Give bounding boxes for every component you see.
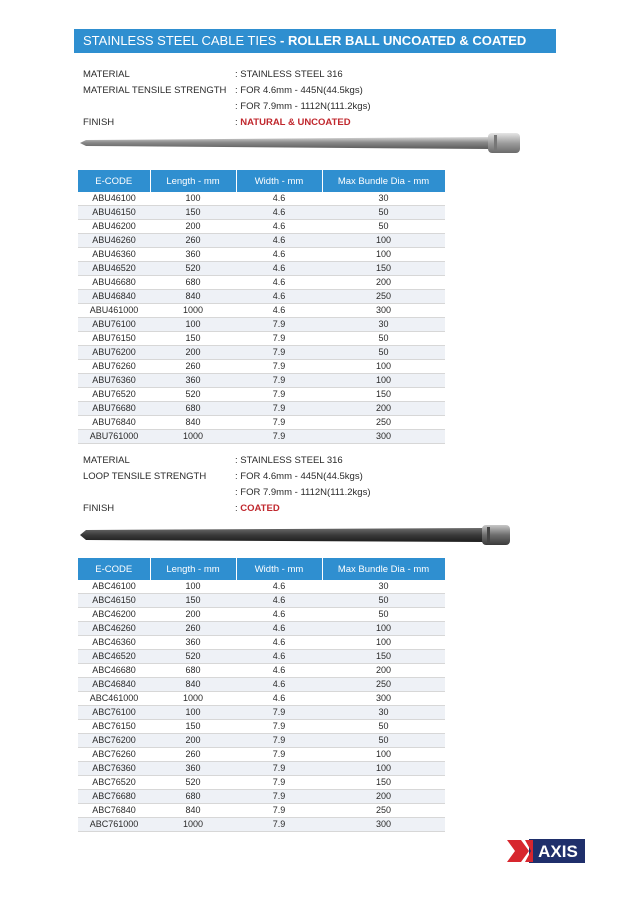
table-cell: 200 [150, 734, 236, 748]
table-cell: ABU46260 [78, 234, 150, 248]
table-row [78, 692, 445, 706]
table-cell: ABC76840 [78, 804, 150, 818]
table-row [78, 776, 445, 790]
table-cell: 7.9 [236, 734, 322, 748]
table-cell: 150 [322, 388, 445, 402]
table-cell: ABU46200 [78, 220, 150, 234]
table-cell: 300 [322, 692, 445, 706]
table-cell: ABC76150 [78, 720, 150, 734]
table-cell: ABC76100 [78, 706, 150, 720]
table-cell: 7.9 [236, 818, 322, 832]
table-cell: ABU76840 [78, 416, 150, 430]
table-cell: 200 [150, 346, 236, 360]
column-header: E-CODE [78, 558, 150, 580]
table-cell: 7.9 [236, 332, 322, 346]
table-row [78, 276, 445, 290]
table-cell: ABU46680 [78, 276, 150, 290]
spec-key: LOOP TENSILE STRENGTH [83, 471, 207, 482]
table-cell: ABC46840 [78, 678, 150, 692]
table-row [78, 664, 445, 678]
table-cell: 4.6 [236, 262, 322, 276]
spec-row [83, 67, 371, 83]
table-cell: 7.9 [236, 346, 322, 360]
table-cell: 520 [150, 650, 236, 664]
table-cell: 100 [322, 248, 445, 262]
table-cell: 7.9 [236, 430, 322, 444]
table-cell: ABU76360 [78, 374, 150, 388]
table-cell: ABC761000 [78, 818, 150, 832]
table-cell: 4.6 [236, 234, 322, 248]
table-row [78, 720, 445, 734]
table-cell: 50 [322, 734, 445, 748]
table-cell: 360 [150, 248, 236, 262]
title-bold: - ROLLER BALL UNCOATED & COATED [276, 33, 527, 48]
table-cell: 250 [322, 290, 445, 304]
table-row [78, 374, 445, 388]
column-header: Width - mm [236, 170, 322, 192]
table-cell: ABU76200 [78, 346, 150, 360]
table-row [78, 346, 445, 360]
table-cell: 150 [322, 262, 445, 276]
table-row [78, 262, 445, 276]
table-cell: 520 [150, 388, 236, 402]
table-cell: 100 [150, 318, 236, 332]
table-cell: 30 [322, 318, 445, 332]
table-cell: 4.6 [236, 580, 322, 594]
table-cell: 100 [322, 622, 445, 636]
table-cell: 100 [322, 374, 445, 388]
table-cell: 100 [150, 706, 236, 720]
table-cell: 840 [150, 678, 236, 692]
table-cell: 150 [150, 594, 236, 608]
table-cell: 4.6 [236, 678, 322, 692]
table-cell: 7.9 [236, 318, 322, 332]
table-row [78, 622, 445, 636]
table-cell: 7.9 [236, 762, 322, 776]
table-cell: ABC76520 [78, 776, 150, 790]
table-cell: 7.9 [236, 388, 322, 402]
table-cell: ABU46150 [78, 206, 150, 220]
table-row [78, 360, 445, 374]
table-row [78, 206, 445, 220]
spec-row [83, 453, 371, 469]
table-cell: 7.9 [236, 790, 322, 804]
finish-colon: : [235, 117, 241, 128]
table-cell: 4.6 [236, 594, 322, 608]
table-cell: 30 [322, 192, 445, 206]
table-cell: 7.9 [236, 360, 322, 374]
table-cell: 150 [322, 650, 445, 664]
table-cell: ABC46150 [78, 594, 150, 608]
table-row [78, 608, 445, 622]
table-cell: ABC46200 [78, 608, 150, 622]
table-cell: 680 [150, 790, 236, 804]
spec-row-finish [83, 501, 371, 517]
table-cell: 7.9 [236, 804, 322, 818]
table-cell: 200 [150, 608, 236, 622]
table-header-row [78, 170, 445, 192]
table-row [78, 748, 445, 762]
table-cell: ABU76260 [78, 360, 150, 374]
page-title-banner [74, 29, 556, 53]
table-cell: 260 [150, 360, 236, 374]
table-cell: 4.6 [236, 220, 322, 234]
uncoated-table [78, 170, 446, 444]
table-cell: ABU761000 [78, 430, 150, 444]
finish-colon: : [235, 503, 241, 514]
spec-value: : STAINLESS STEEL 316 [235, 69, 343, 80]
table-cell: 1000 [150, 304, 236, 318]
table-cell: ABC76200 [78, 734, 150, 748]
table-cell: 200 [322, 664, 445, 678]
table-row [78, 818, 445, 832]
column-header: Max Bundle Dia - mm [322, 170, 445, 192]
table-cell: 300 [322, 430, 445, 444]
table-cell: 4.6 [236, 248, 322, 262]
column-header: Width - mm [236, 558, 322, 580]
spec-key: MATERIAL [83, 69, 130, 80]
table-cell: 100 [322, 234, 445, 248]
table-cell: 4.6 [236, 664, 322, 678]
axis-arrow-icon [507, 838, 585, 864]
table-cell: 680 [150, 402, 236, 416]
table-cell: 250 [322, 678, 445, 692]
table-cell: 840 [150, 290, 236, 304]
table-row [78, 678, 445, 692]
table-cell: 7.9 [236, 402, 322, 416]
table-row [78, 636, 445, 650]
table-cell: 100 [322, 762, 445, 776]
table-row [78, 388, 445, 402]
spec-key: FINISH [83, 117, 115, 128]
table-cell: ABU46520 [78, 262, 150, 276]
spec-value: : FOR 7.9mm - 1112N(111.2kgs) [235, 487, 371, 498]
table-cell: ABU46100 [78, 192, 150, 206]
table-cell: 840 [150, 804, 236, 818]
table-cell: ABU76680 [78, 402, 150, 416]
table-cell: 200 [322, 402, 445, 416]
table-cell: 520 [150, 262, 236, 276]
table-cell: 4.6 [236, 650, 322, 664]
table-cell: 30 [322, 706, 445, 720]
table-cell: ABC76680 [78, 790, 150, 804]
table-cell: 840 [150, 416, 236, 430]
finish-value: COATED [240, 503, 280, 514]
title-plain: STAINLESS STEEL CABLE TIES [83, 33, 277, 48]
table-cell: 4.6 [236, 622, 322, 636]
table-cell: 4.6 [236, 304, 322, 318]
table-row [78, 234, 445, 248]
spec-key [83, 485, 235, 501]
table-row [78, 804, 445, 818]
table-row [78, 416, 445, 430]
table-cell: ABC76260 [78, 748, 150, 762]
table-row [78, 220, 445, 234]
table-cell: 7.9 [236, 748, 322, 762]
table-cell: ABC46360 [78, 636, 150, 650]
table-cell: 4.6 [236, 206, 322, 220]
table-row [78, 734, 445, 748]
spec-row [83, 469, 371, 485]
column-header: Length - mm [150, 170, 236, 192]
logo-text: AXIS [538, 842, 578, 861]
spec-value: : FOR 4.6mm - 445N(44.5kgs) [235, 85, 363, 96]
table-row [78, 192, 445, 206]
table-cell: ABC461000 [78, 692, 150, 706]
table-cell: 7.9 [236, 706, 322, 720]
table-cell: 30 [322, 580, 445, 594]
finish-value: NATURAL & UNCOATED [240, 117, 351, 128]
axis-logo [507, 838, 585, 864]
table-cell: 4.6 [236, 192, 322, 206]
table-cell: 7.9 [236, 776, 322, 790]
table-cell: 50 [322, 720, 445, 734]
table-cell: 4.6 [236, 276, 322, 290]
table-cell: 4.6 [236, 608, 322, 622]
table-cell: 50 [322, 220, 445, 234]
table-cell: ABU461000 [78, 304, 150, 318]
table-row [78, 430, 445, 444]
table-cell: ABC46680 [78, 664, 150, 678]
table-cell: 360 [150, 374, 236, 388]
table-cell: 50 [322, 346, 445, 360]
table-cell: 150 [322, 776, 445, 790]
spec-row [83, 83, 371, 99]
table-cell: 150 [150, 332, 236, 346]
spec-key [83, 99, 235, 115]
table-cell: 7.9 [236, 374, 322, 388]
table-cell: 250 [322, 804, 445, 818]
table-cell: 50 [322, 594, 445, 608]
table-cell: 4.6 [236, 692, 322, 706]
table-cell: 50 [322, 206, 445, 220]
column-header: Length - mm [150, 558, 236, 580]
spec-value: : FOR 7.9mm - 1112N(111.2kgs) [235, 101, 371, 112]
table-cell: 200 [322, 790, 445, 804]
table-cell: 300 [322, 304, 445, 318]
table-cell: ABU76520 [78, 388, 150, 402]
table-row [78, 248, 445, 262]
spec-key: FINISH [83, 503, 115, 514]
table-cell: 4.6 [236, 636, 322, 650]
table-cell: 1000 [150, 430, 236, 444]
table-cell: ABC46520 [78, 650, 150, 664]
spec-row [83, 99, 371, 115]
table-cell: 4.6 [236, 290, 322, 304]
table-cell: 100 [322, 360, 445, 374]
table-cell: 100 [150, 192, 236, 206]
uncoated-specs [83, 67, 371, 131]
table-cell: 7.9 [236, 720, 322, 734]
table-cell: 680 [150, 664, 236, 678]
table-cell: 100 [322, 748, 445, 762]
table-cell: ABC46260 [78, 622, 150, 636]
table-cell: 300 [322, 818, 445, 832]
table-cell: ABC76360 [78, 762, 150, 776]
table-row [78, 318, 445, 332]
coated-table [78, 558, 446, 832]
table-cell: 250 [322, 416, 445, 430]
table-cell: 360 [150, 762, 236, 776]
column-header: Max Bundle Dia - mm [322, 558, 445, 580]
table-cell: 1000 [150, 818, 236, 832]
table-cell: 150 [150, 206, 236, 220]
spec-row [83, 485, 371, 501]
table-cell: 1000 [150, 692, 236, 706]
table-row [78, 762, 445, 776]
table-cell: 100 [322, 636, 445, 650]
table-cell: 260 [150, 748, 236, 762]
table-row [78, 402, 445, 416]
spec-value: : STAINLESS STEEL 316 [235, 455, 343, 466]
table-cell: ABU46840 [78, 290, 150, 304]
table-cell: 7.9 [236, 416, 322, 430]
table-cell: ABU76150 [78, 332, 150, 346]
table-row [78, 594, 445, 608]
table-cell: 260 [150, 234, 236, 248]
table-row [78, 580, 445, 594]
table-row [78, 332, 445, 346]
table-cell: 200 [322, 276, 445, 290]
table-cell: 680 [150, 276, 236, 290]
table-row [78, 790, 445, 804]
table-cell: 200 [150, 220, 236, 234]
table-row [78, 650, 445, 664]
uncoated-cable-tie-image [80, 130, 522, 156]
spec-value: : FOR 4.6mm - 445N(44.5kgs) [235, 471, 363, 482]
table-cell: 260 [150, 622, 236, 636]
table-cell: 50 [322, 608, 445, 622]
table-cell: 100 [150, 580, 236, 594]
table-cell: 50 [322, 332, 445, 346]
coated-cable-tie-image [80, 522, 512, 548]
table-row [78, 304, 445, 318]
table-cell: ABC46100 [78, 580, 150, 594]
spec-key: MATERIAL [83, 455, 130, 466]
table-cell: 360 [150, 636, 236, 650]
table-cell: ABU46360 [78, 248, 150, 262]
table-header-row [78, 558, 445, 580]
spec-key: MATERIAL TENSILE STRENGTH [83, 85, 227, 96]
table-row [78, 706, 445, 720]
coated-specs [83, 453, 371, 517]
table-cell: 150 [150, 720, 236, 734]
table-row [78, 290, 445, 304]
spec-row-finish [83, 115, 371, 131]
table-cell: ABU76100 [78, 318, 150, 332]
table-cell: 520 [150, 776, 236, 790]
column-header: E-CODE [78, 170, 150, 192]
